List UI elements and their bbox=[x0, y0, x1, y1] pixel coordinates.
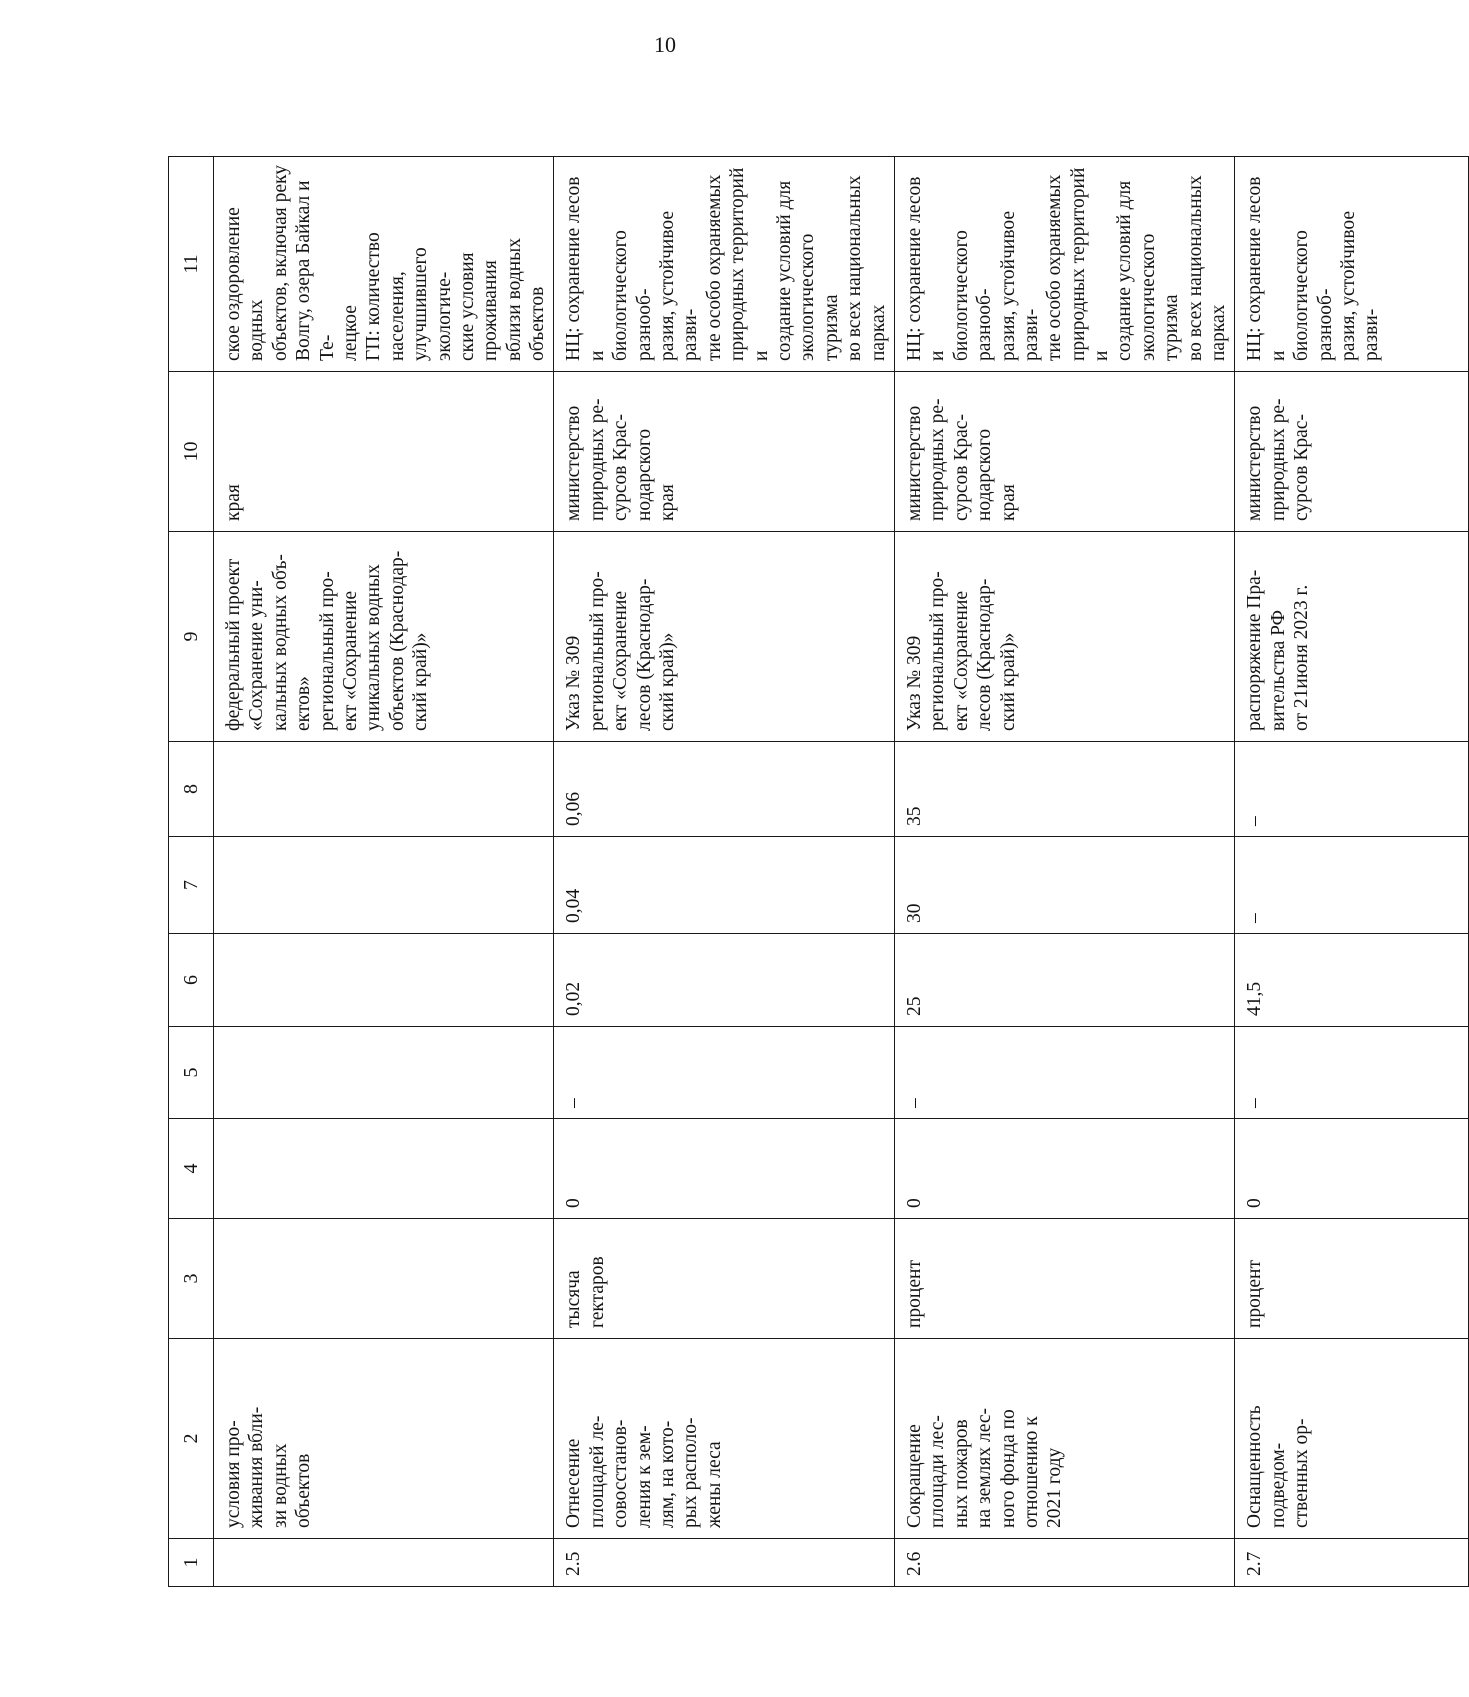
responsible-authority: министерство природных ре- сурсов Крас- bbox=[1235, 372, 1469, 532]
base-value: 0 bbox=[554, 1119, 894, 1219]
unit: тысяча гектаров bbox=[554, 1219, 894, 1339]
row-number: 2.7 bbox=[1235, 1539, 1469, 1587]
goal-link: НЦ: сохранение лесов и биологического разнооб- разия, устойчивое разви- bbox=[1235, 157, 1469, 372]
row-number: 2.5 bbox=[554, 1539, 894, 1587]
value-col7: – bbox=[1235, 837, 1469, 934]
value-col8: 35 bbox=[894, 742, 1234, 837]
table-row bbox=[214, 157, 554, 1587]
rotated-table-container bbox=[168, 157, 1383, 1587]
column-header: 5 bbox=[169, 1027, 214, 1119]
document-basis: Указ № 309 региональный про- ект «Сохранение лесов (Краснодар- ский край)» bbox=[894, 532, 1234, 742]
value-col6: 41,5 bbox=[1235, 934, 1469, 1027]
value-col7: 0,04 bbox=[554, 837, 894, 934]
column-header: 3 bbox=[169, 1219, 214, 1339]
goal-link: НЦ: сохранение лесов и биологического разнооб- разия, устойчивое разви- тие особо охраняемых природных территорий и создание условий для экологического туризма во всех национальных парках bbox=[554, 157, 894, 372]
value-col5: – bbox=[1235, 1027, 1469, 1119]
page-number: 10 bbox=[654, 32, 676, 57]
row-number: 2.6 bbox=[894, 1539, 1234, 1587]
goal-link: НЦ: сохранение лесов и биологического разнооб- разия, устойчивое разви- тие особо охраняемых природных территорий и создание условий для экологического туризма во всех национальных парках bbox=[894, 157, 1234, 372]
indicator-name: Оснащенность подведом- ственных ор- bbox=[1235, 1339, 1469, 1539]
indicator-name: условия про- живания вбли- зи водных объектов bbox=[214, 1339, 554, 1539]
document-basis: Указ № 309 региональный про- ект «Сохранение лесов (Краснодар- ский край)» bbox=[554, 532, 894, 742]
unit: процент bbox=[894, 1219, 1234, 1339]
column-header: 7 bbox=[169, 837, 214, 934]
column-header: 2 bbox=[169, 1339, 214, 1539]
table-row bbox=[894, 157, 1234, 1587]
table-row bbox=[554, 157, 894, 1587]
indicator-name: Отнесение площадей ле- совосстанов- ления к зем- лям, на кото- рых располо- жены леса bbox=[554, 1339, 894, 1539]
value-col8: – bbox=[1235, 742, 1469, 837]
indicators-table bbox=[168, 156, 1469, 1587]
responsible-authority: министерство природных ре- сурсов Крас- нодарского края bbox=[894, 372, 1234, 532]
column-header: 8 bbox=[169, 742, 214, 837]
value-col5: – bbox=[894, 1027, 1234, 1119]
header-row bbox=[169, 157, 214, 1587]
column-header: 10 bbox=[169, 372, 214, 532]
value-col7: 30 bbox=[894, 837, 1234, 934]
row-number bbox=[214, 1539, 554, 1587]
responsible-authority: министерство природных ре- сурсов Крас- нодарского края bbox=[554, 372, 894, 532]
document-basis: федеральный проект «Сохранение уни- кальных водных объ- ектов» региональный про- ект «Сохранение уникальных водных объектов (Краснодар- ский край)» bbox=[214, 532, 554, 742]
table-row bbox=[1235, 157, 1469, 1587]
goal-link: ское оздоровление водных объектов, включая реку Волгу, озера Байкал и Те- лецкое ГП: количество населения, улучшившего экологиче- ские условия проживания вблизи водных объектов bbox=[214, 157, 554, 372]
value-col5 bbox=[214, 1027, 554, 1119]
indicator-name: Сокращение площади лес- ных пожаров на землях лес- ного фонда по отношению к 2021 году bbox=[894, 1339, 1234, 1539]
value-col7 bbox=[214, 837, 554, 934]
value-col8: 0,06 bbox=[554, 742, 894, 837]
document-basis: распоряжение Пра- вительства РФ от 21июня 2023 г. bbox=[1235, 532, 1469, 742]
base-value bbox=[214, 1119, 554, 1219]
base-value: 0 bbox=[1235, 1119, 1469, 1219]
value-col6 bbox=[214, 934, 554, 1027]
unit: процент bbox=[1235, 1219, 1469, 1339]
value-col8 bbox=[214, 742, 554, 837]
column-header: 9 bbox=[169, 532, 214, 742]
base-value: 0 bbox=[894, 1119, 1234, 1219]
responsible-authority: края bbox=[214, 372, 554, 532]
unit bbox=[214, 1219, 554, 1339]
value-col5: – bbox=[554, 1027, 894, 1119]
column-header: 1 bbox=[169, 1539, 214, 1587]
value-col6: 25 bbox=[894, 934, 1234, 1027]
column-header: 11 bbox=[169, 157, 214, 372]
column-header: 6 bbox=[169, 934, 214, 1027]
value-col6: 0,02 bbox=[554, 934, 894, 1027]
column-header: 4 bbox=[169, 1119, 214, 1219]
